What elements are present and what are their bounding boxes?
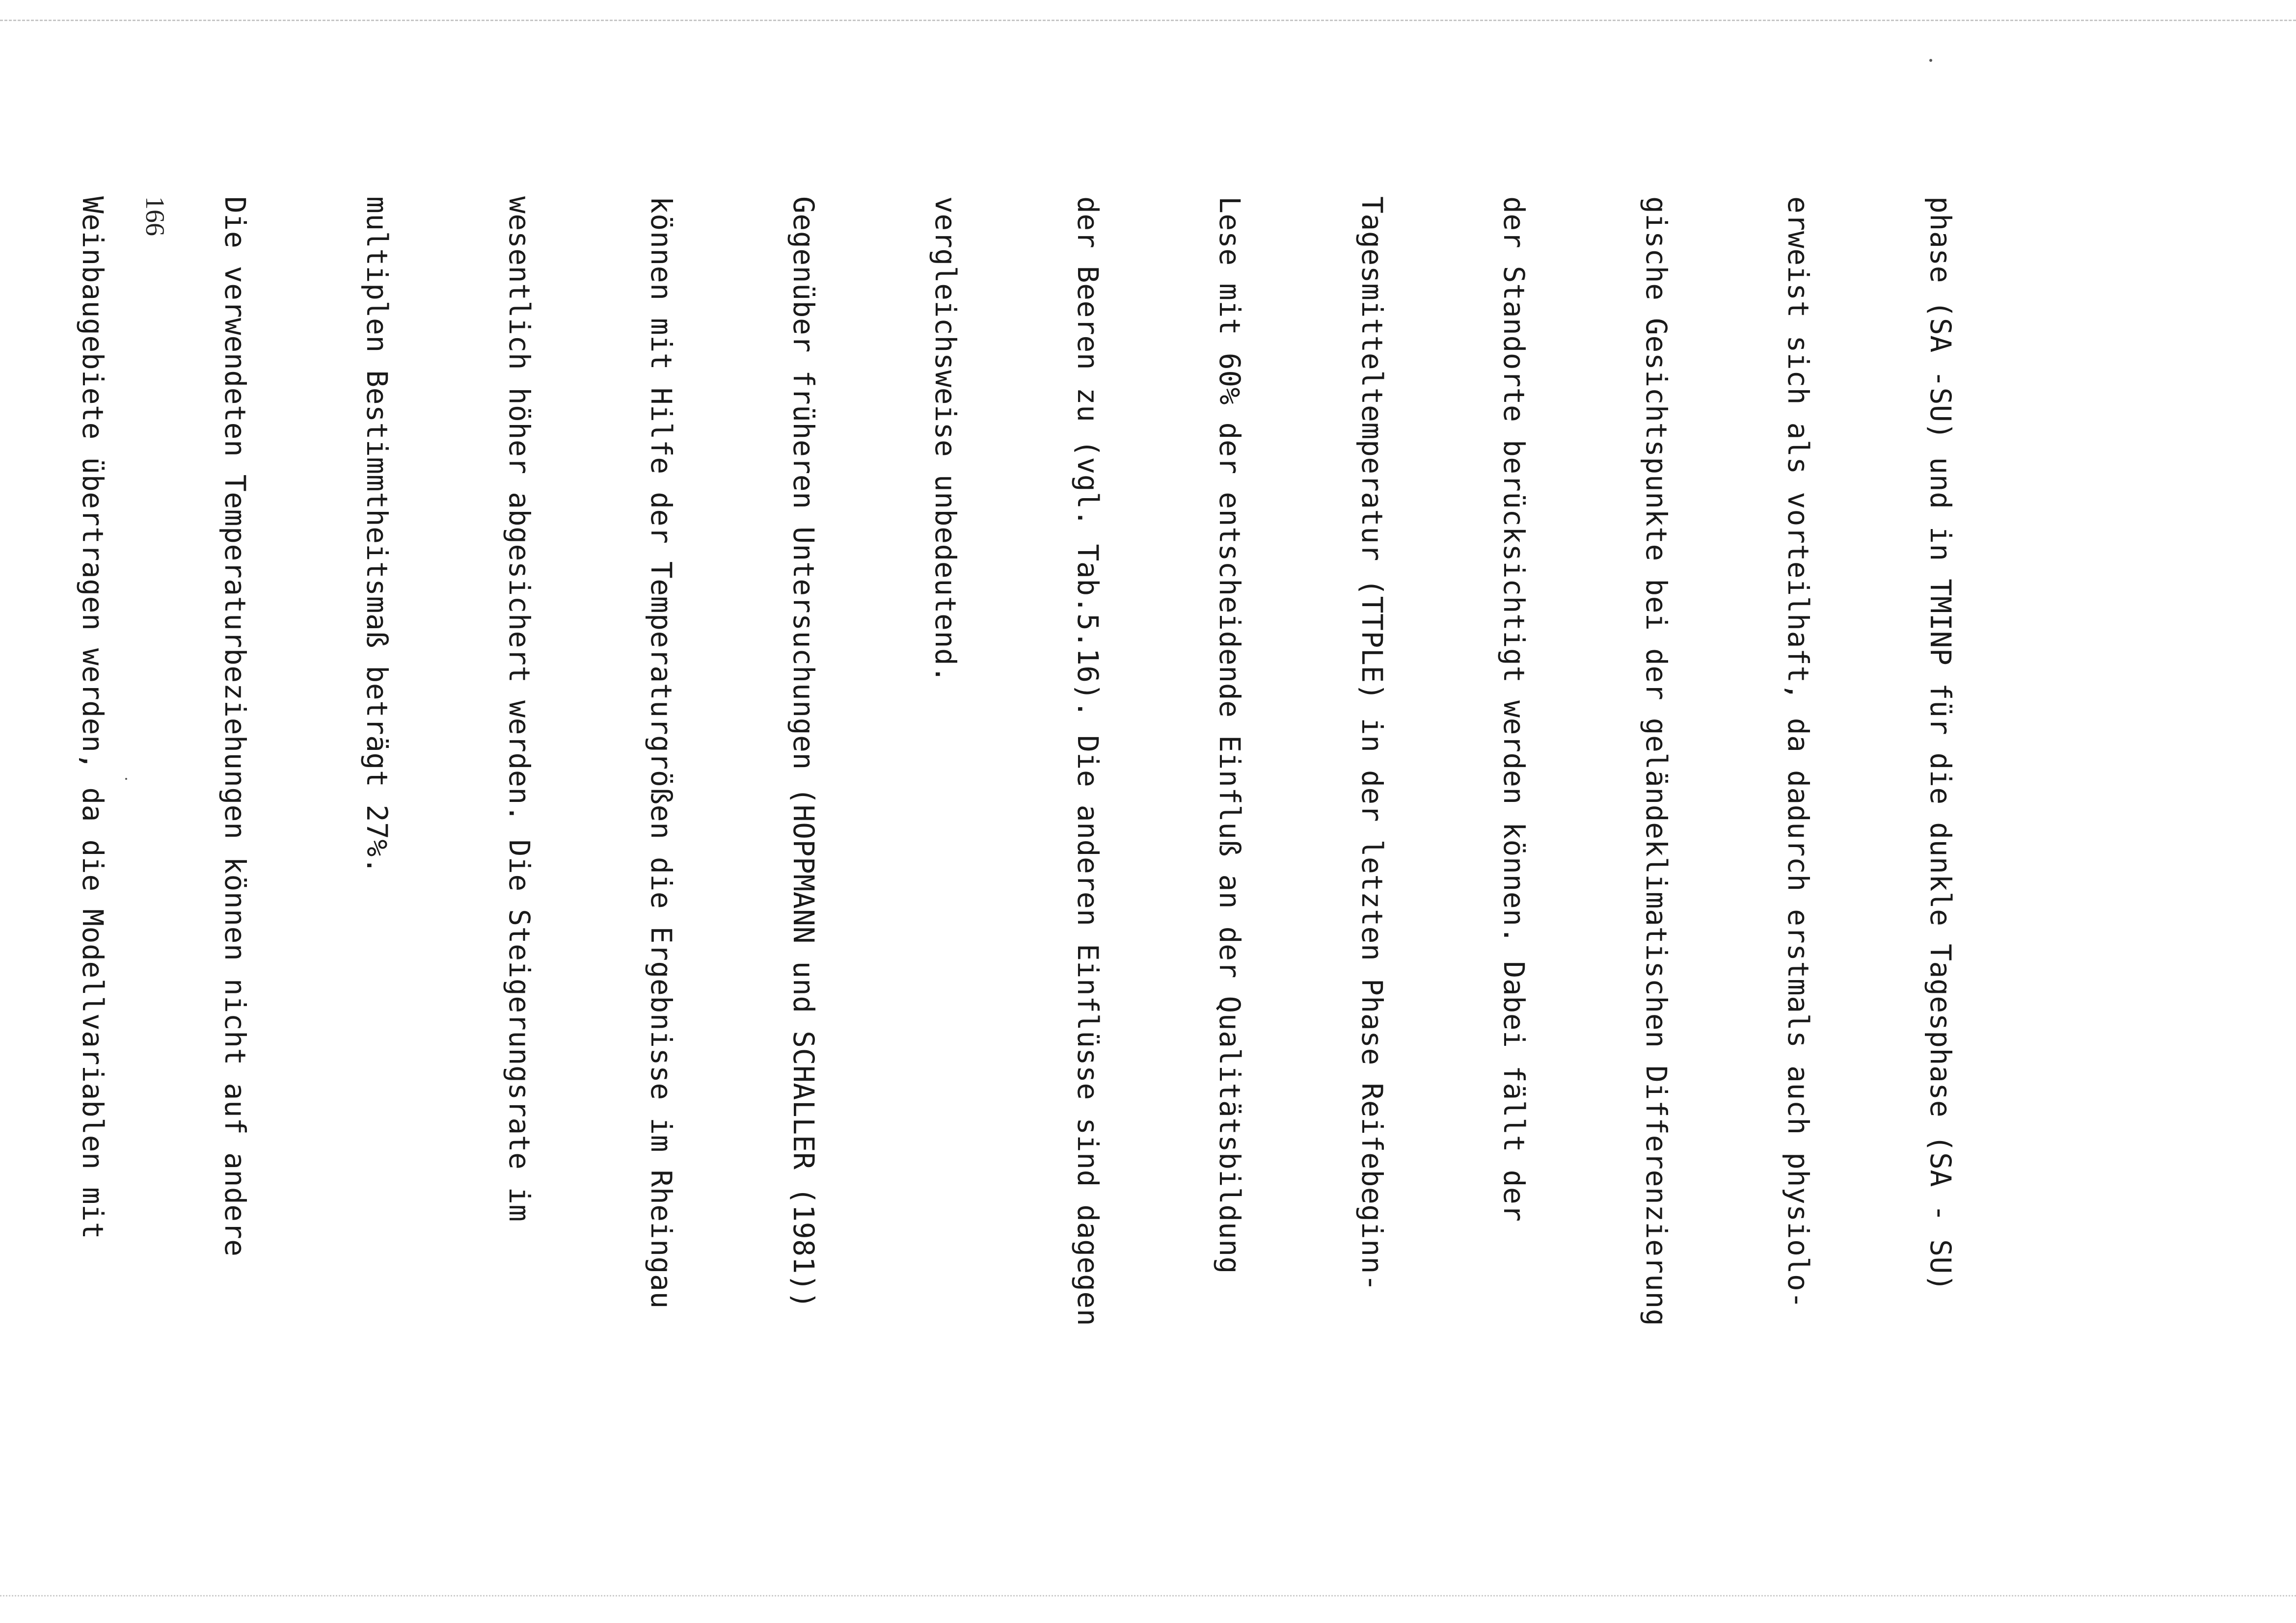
- text-line: der Standorte berücksichtigt werden können. Dabei fällt der: [1497, 196, 1531, 1222]
- page-number: 166: [140, 196, 170, 236]
- text-line: Die verwendeten Temperaturbeziehungen können nicht auf andere: [218, 196, 252, 1257]
- text-line: können mit Hilfe der Temperaturgrößen die Ergebnisse im Rheingau: [645, 196, 678, 1309]
- text-line: der Beeren zu (vgl. Tab.5.16). Die anderen Einflüsse sind dagegen: [1071, 196, 1105, 1327]
- text-line: phase (SA -SU) und in TMINP für die dunkle Tagesphase (SA - SU): [1924, 196, 1957, 1292]
- text-line: multiplen Bestimmtheitsmaß beträgt 27%.: [360, 196, 394, 875]
- text-line: gische Gesichtspunkte bei der geländeklimatischen Differenzierung: [1640, 196, 1673, 1327]
- text-line: Weinbaugebiete übertragen werden, da die Modellvariablen mit: [76, 196, 110, 1240]
- paragraph-1: [0, 196, 2059, 1561]
- text-line: Gegenüber früheren Untersuchungen (HOPPMANN und SCHALLER (1981)): [787, 196, 820, 1309]
- text-line: erweist sich als vorteilhaft, da dadurch erstmals auch physiolo-: [1782, 196, 1815, 1309]
- text-line: vergleichsweise unbedeutend.: [929, 196, 963, 683]
- text-line: Lese mit 60% der entscheidende Einfluß an der Qualitätsbildung: [1213, 196, 1247, 1274]
- document-body: [0, 196, 2154, 1561]
- text-line: wesentlich höher abgesichert werden. Die Steigerungsrate im: [503, 196, 536, 1222]
- text-line: Tagesmitteltemperatur (TTPLE) in der letzten Phase Reifebeginn-: [1355, 196, 1389, 1292]
